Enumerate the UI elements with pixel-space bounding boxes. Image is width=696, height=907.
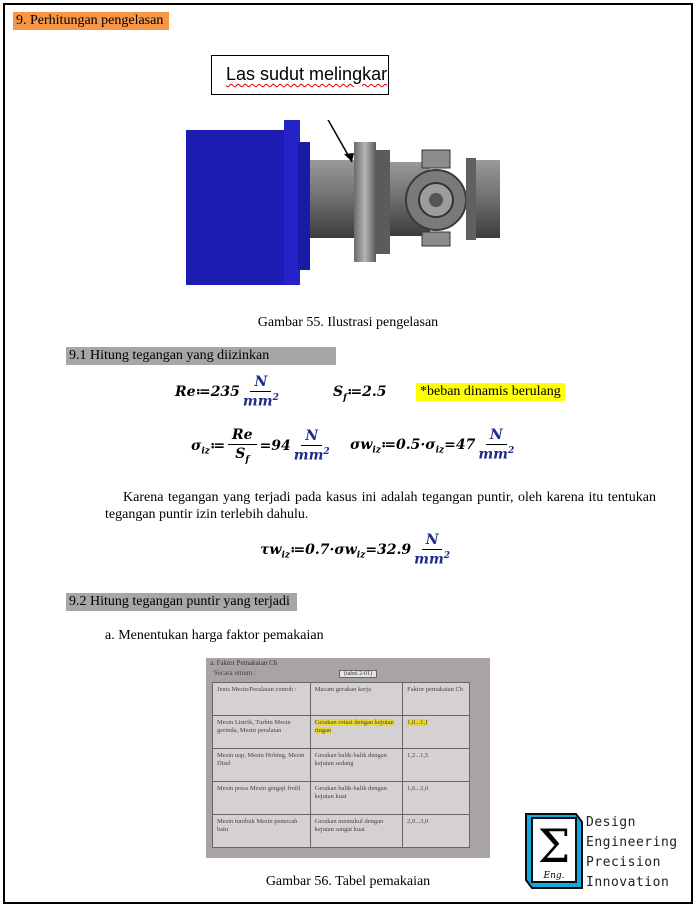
- figure-56-caption: Gambar 56. Tabel pemakaian: [265, 874, 431, 889]
- weld-callout-label: Las sudut melingkar: [211, 55, 389, 95]
- table-cell: Gerakan balik-balik dengan kejutan sedang: [310, 749, 403, 782]
- table-row: [213, 716, 470, 749]
- usage-factor-table-photo: [206, 658, 490, 858]
- sigma-wiz-formula: $\sigma w_{iz}≔0.5\cdot\sigma_{iz}=47$ $\frac{N}{mm^2}$: [350, 427, 515, 463]
- section-91-heading: 9.1 Hitung tegangan yang diizinkan: [66, 347, 336, 365]
- table-cell: Mesin tumbuk Mesin pemecah batu: [213, 815, 311, 848]
- table-row: [213, 815, 470, 848]
- logo-tagline: [586, 813, 678, 893]
- table-cell: Mesin Listrik, Turbin Mesin gerinda, Mesin peralatan: [213, 716, 311, 749]
- table-cell: 2,0...3,0: [403, 815, 470, 848]
- table-header-row: [213, 683, 470, 716]
- logo-sigma-icon: Σ: [537, 819, 571, 873]
- section-92-heading: 9.2 Hitung tegangan puntir yang terjadi: [66, 593, 297, 611]
- table-cell: 1,0...1,1: [403, 716, 470, 749]
- photo-table-title: a. Faktor Pemakaian Cb: [210, 659, 278, 667]
- photo-general-label: Secara umum :: [214, 669, 256, 677]
- logo-line: Design: [586, 815, 636, 830]
- sigma-iz-formula: $\sigma_{iz}≔$ $\frac{Re}{S_f}$ =94 $\frac{N}{mm^2}$: [191, 427, 330, 465]
- usage-factor-table: [212, 682, 470, 848]
- logo-line: Precision: [586, 855, 661, 870]
- table-header-cell: Faktor pemakaian Cb: [403, 683, 470, 716]
- re-formula: Re≔235 $\frac{N}{mm^2}$: [175, 374, 279, 410]
- logo-line: Engineering: [586, 835, 678, 850]
- table-cell: Mesin press Mesin gergaji frofil: [213, 782, 311, 815]
- table-row: [213, 782, 470, 815]
- table-cell: Gerakan memukul dengan kejutan sangat kuat: [310, 815, 403, 848]
- sf-formula: $S_f≔2.5$: [333, 384, 387, 403]
- step-a-label: a. Menentukan harga faktor pemakaian: [105, 628, 324, 643]
- table-header-cell: Macam gerakan kerja: [310, 683, 403, 716]
- table-cell: Gerakan rotasi dengan kejutan ringan: [310, 716, 403, 749]
- table-cell: 1,6...2,0: [403, 782, 470, 815]
- table-cell: Gerakan balik-balik dengan kejutan kuat: [310, 782, 403, 815]
- table-cell: 1,2...1,5: [403, 749, 470, 782]
- weld-illustration: [186, 120, 500, 285]
- section-heading: 9. Perhitungan pengelasan: [13, 12, 169, 30]
- photo-table-ref: (tabel 2-01): [339, 670, 377, 678]
- table-row: [213, 749, 470, 782]
- table-header-cell: Jenis Mesin/Peralatan contoh :: [213, 683, 311, 716]
- table-cell: Mesin uap, Mesin Hobing, Mesin Disel: [213, 749, 311, 782]
- logo-line: Innovation: [586, 875, 670, 890]
- dynamic-load-note: *beban dinamis berulang: [416, 383, 565, 401]
- figure-55-caption: Gambar 55. Ilustrasi pengelasan: [257, 315, 439, 330]
- logo-eng-text: Eng.: [543, 871, 565, 881]
- torsion-paragraph: Karena tegangan yang terjadi pada kasus ini adalah tegangan puntir, oleh karena itu tentukan tegangan puntir izin terlebih dahulu.: [105, 490, 656, 522]
- tau-wiz-formula: $\tau w_{iz}≔0.7\cdot\sigma w_{iz}=32.9$ $\frac{N}{mm^2}$: [260, 532, 451, 568]
